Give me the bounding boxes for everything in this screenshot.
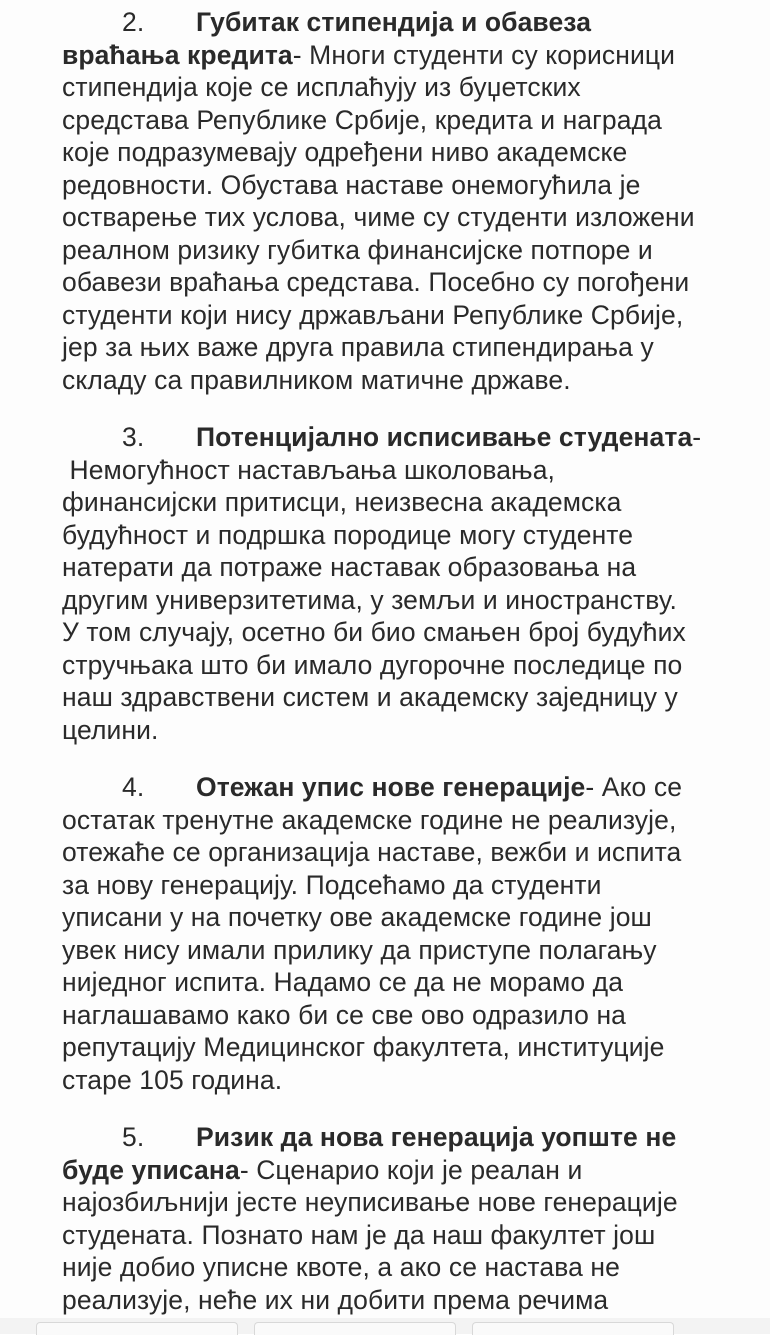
text-line-content: реалном ризику губитка финансијске потпоре и xyxy=(62,234,653,265)
text-line-content: остварење тих услова, чиме су студенти изложени xyxy=(62,202,695,232)
text-line xyxy=(62,804,752,837)
text-line-content: У том случају, осетно би био смањен број будућих xyxy=(62,617,686,647)
text-line xyxy=(62,331,752,364)
text-line-content: средстава Републике Србије, кредита и награда xyxy=(62,104,662,135)
text-line xyxy=(62,136,752,169)
text-line-content: које подразумевају одређени ниво академске xyxy=(62,137,628,167)
item-title: Губитак стипендија и обавеза xyxy=(196,7,592,37)
item-title-tail: - xyxy=(692,422,702,452)
text-line-content: Немогућност настављања школовања, xyxy=(62,454,555,485)
text-line xyxy=(62,266,752,299)
text-line-content: складу са правилником матичне државе. xyxy=(62,364,571,395)
text-line xyxy=(62,551,752,584)
text-line xyxy=(62,519,752,552)
text-line xyxy=(62,71,752,104)
text-line-content: студенти који нису држављани Републике Србије, xyxy=(62,299,684,330)
text-line xyxy=(62,486,752,519)
text-line-content: старе 105 година. xyxy=(62,1064,283,1095)
text-line-content: увек нису имали прилику да приступе полагању xyxy=(62,934,657,965)
bottom-tab xyxy=(472,1322,674,1335)
text-line xyxy=(62,104,752,137)
text-line-content: редовности. Обустава наставе онемогућила је xyxy=(62,169,641,200)
text-line xyxy=(62,1154,752,1187)
text-line xyxy=(62,681,752,714)
text-line xyxy=(62,1031,752,1064)
text-line xyxy=(62,1064,752,1097)
text-line xyxy=(62,966,752,999)
text-line xyxy=(62,584,752,617)
bottom-tab xyxy=(36,1322,238,1335)
text-line xyxy=(62,201,752,234)
text-line-content: целини. xyxy=(62,714,159,745)
text-line-content: за нову генерацију. Подсећамо да студенти xyxy=(62,869,602,900)
text-line-content: отежаће се организација наставе, вежби и испита xyxy=(62,837,682,867)
text-line-content: финансијски притисци, неизвесна академска xyxy=(62,487,622,517)
text-line xyxy=(62,649,752,682)
item-title: Ризик да нова генерација уопште не xyxy=(196,1122,677,1152)
text-line-content: најозбиљнији јесте неуписивање нове генерације xyxy=(62,1187,678,1217)
item-heading xyxy=(62,421,752,454)
bottom-toolbar xyxy=(0,1318,770,1334)
item-title: Потенцијално исписивање студената xyxy=(196,422,693,452)
text-line xyxy=(62,364,752,397)
text-line xyxy=(62,1284,752,1317)
text-line-content: стипендија које се исплаћују из буџетских xyxy=(62,72,581,102)
text-line xyxy=(62,1219,752,1252)
item-title-tail: - Ако се xyxy=(585,772,683,802)
item-heading xyxy=(62,771,752,804)
text-line-content: - Многи студенти су корисници xyxy=(292,39,676,70)
text-line-content: наглашавамо како би се све ово одразило на xyxy=(62,999,627,1030)
item-number: 2. xyxy=(122,7,145,37)
item-number: 4. xyxy=(122,772,145,802)
text-line xyxy=(62,934,752,967)
text-line-content: реализује, неће их ни добити према речима xyxy=(62,1284,609,1315)
text-line xyxy=(62,169,752,202)
list-item-5 xyxy=(62,1121,752,1316)
text-line-content: другим универзитетима, у земљи и иностранству. xyxy=(62,584,678,615)
text-line xyxy=(62,714,752,747)
text-line-content: обавези враћања средстава. Посебно су погођени xyxy=(62,267,690,297)
text-line xyxy=(62,299,752,332)
bottom-tab xyxy=(254,1322,456,1335)
text-line-content: будућност и подршка породице могу студенте xyxy=(62,519,634,550)
text-line xyxy=(62,454,752,487)
text-line xyxy=(62,836,752,869)
list-item-3 xyxy=(62,421,752,746)
text-line-content: студената. Познато нам је да наш факултет још xyxy=(62,1219,656,1250)
text-line xyxy=(62,901,752,934)
text-line-content: - Сценарио који је реалан и xyxy=(239,1154,583,1185)
list-item-2 xyxy=(62,6,752,396)
item-heading xyxy=(62,6,752,39)
text-line-content: стручњака што би имало дугорочне последице по xyxy=(62,649,683,680)
item-number: 3. xyxy=(122,422,145,452)
text-line xyxy=(62,616,752,649)
text-line-content: остатак тренутне академске године не реализује, xyxy=(62,804,677,835)
text-line-content: ниједног испита. Надамо се да не морамо да xyxy=(62,967,624,997)
document-content xyxy=(62,6,752,1316)
item-title-continued: буде уписана xyxy=(62,1154,240,1185)
text-line-content: јер за њих важе друга правила стипендирања у xyxy=(62,332,654,362)
text-line-content: наш здравствени систем и академску заједницу у xyxy=(62,682,678,712)
text-line-content: репутацију Медицинског факултета, институције xyxy=(62,1032,665,1062)
text-line xyxy=(62,39,752,72)
text-line xyxy=(62,1186,752,1219)
item-number: 5. xyxy=(122,1122,145,1152)
text-line xyxy=(62,1251,752,1284)
item-title-continued: враћања кредита xyxy=(62,39,293,70)
text-line-content: натерати да потраже наставак образовања на xyxy=(62,552,637,582)
text-line xyxy=(62,869,752,902)
item-heading xyxy=(62,1121,752,1154)
item-title: Отежан упис нове генерације xyxy=(196,772,586,802)
text-line xyxy=(62,999,752,1032)
text-line-content: уписани у на почетку ове академске године још xyxy=(62,902,652,932)
list-item-4 xyxy=(62,771,752,1096)
text-line-content: није добио уписне квоте, а ако се настава не xyxy=(62,1252,620,1282)
text-line xyxy=(62,234,752,267)
